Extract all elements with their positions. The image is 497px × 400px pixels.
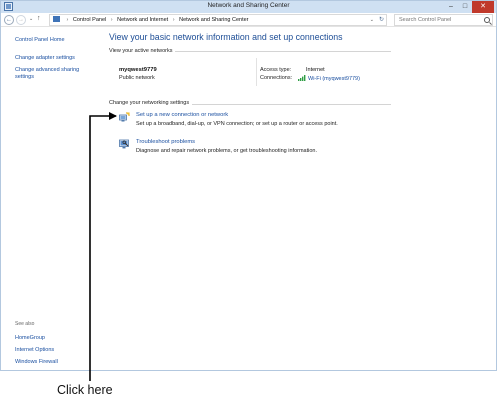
network-name: myqwest9779 (119, 67, 157, 73)
breadcrumb-network-internet[interactable]: Network and Internet (117, 17, 169, 23)
breadcrumb-network-sharing-center[interactable]: Network and Sharing Center (179, 17, 249, 23)
refresh-icon[interactable]: ↻ (378, 17, 384, 23)
callout-caption: Click here (57, 383, 113, 397)
change-adapter-settings-link[interactable]: Change adapter settings (15, 55, 75, 61)
windows-firewall-link[interactable]: Windows Firewall (15, 359, 58, 365)
up-button[interactable]: ↑ (37, 15, 41, 22)
control-panel-home-link[interactable]: Control Panel Home (15, 37, 65, 43)
page-title: View your basic network information and set up connections (109, 32, 343, 42)
breadcrumb-separator: › (66, 17, 69, 23)
see-also-heading: See also (15, 321, 35, 327)
chevron-down-icon[interactable]: ⌄ (369, 17, 374, 23)
close-button[interactable]: ✕ (472, 1, 494, 13)
access-type-label: Access type: (260, 67, 292, 73)
internet-options-link[interactable]: Internet Options (15, 347, 55, 353)
access-type-value: Internet (306, 67, 325, 73)
active-networks-header: View your active networks (109, 48, 175, 54)
forward-button[interactable]: → (18, 17, 24, 23)
connections-label: Connections: (260, 75, 293, 81)
breadcrumb-separator: › (172, 17, 175, 23)
networking-settings-header: Change your networking settings (109, 100, 192, 106)
troubleshoot-problems-description: Diagnose and repair network problems, or get troubleshooting information. (136, 148, 317, 154)
troubleshoot-problems-link[interactable]: Troubleshoot problems (136, 139, 196, 145)
maximize-button[interactable]: □ (462, 3, 468, 10)
recent-locations-icon[interactable]: ⌄ (29, 16, 34, 22)
breadcrumb-separator: › (110, 17, 113, 23)
connection-name[interactable]: Wi-Fi (myqwest9779) (308, 76, 360, 82)
minimize-button[interactable]: – (449, 3, 453, 10)
setup-new-connection-description: Set up a broadband, dial-up, or VPN connection; or set up a router or access point. (136, 121, 338, 127)
change-advanced-sharing-link[interactable]: Change advanced sharing settings (15, 67, 80, 80)
setup-new-connection-link[interactable]: Set up a new connection or network (136, 112, 229, 118)
back-button[interactable]: ← (6, 17, 12, 23)
breadcrumb-control-panel[interactable]: Control Panel (72, 17, 107, 23)
network-type: Public network (119, 75, 155, 81)
window-title: Network and Sharing Center (207, 2, 290, 9)
homegroup-link[interactable]: HomeGroup (15, 335, 45, 341)
